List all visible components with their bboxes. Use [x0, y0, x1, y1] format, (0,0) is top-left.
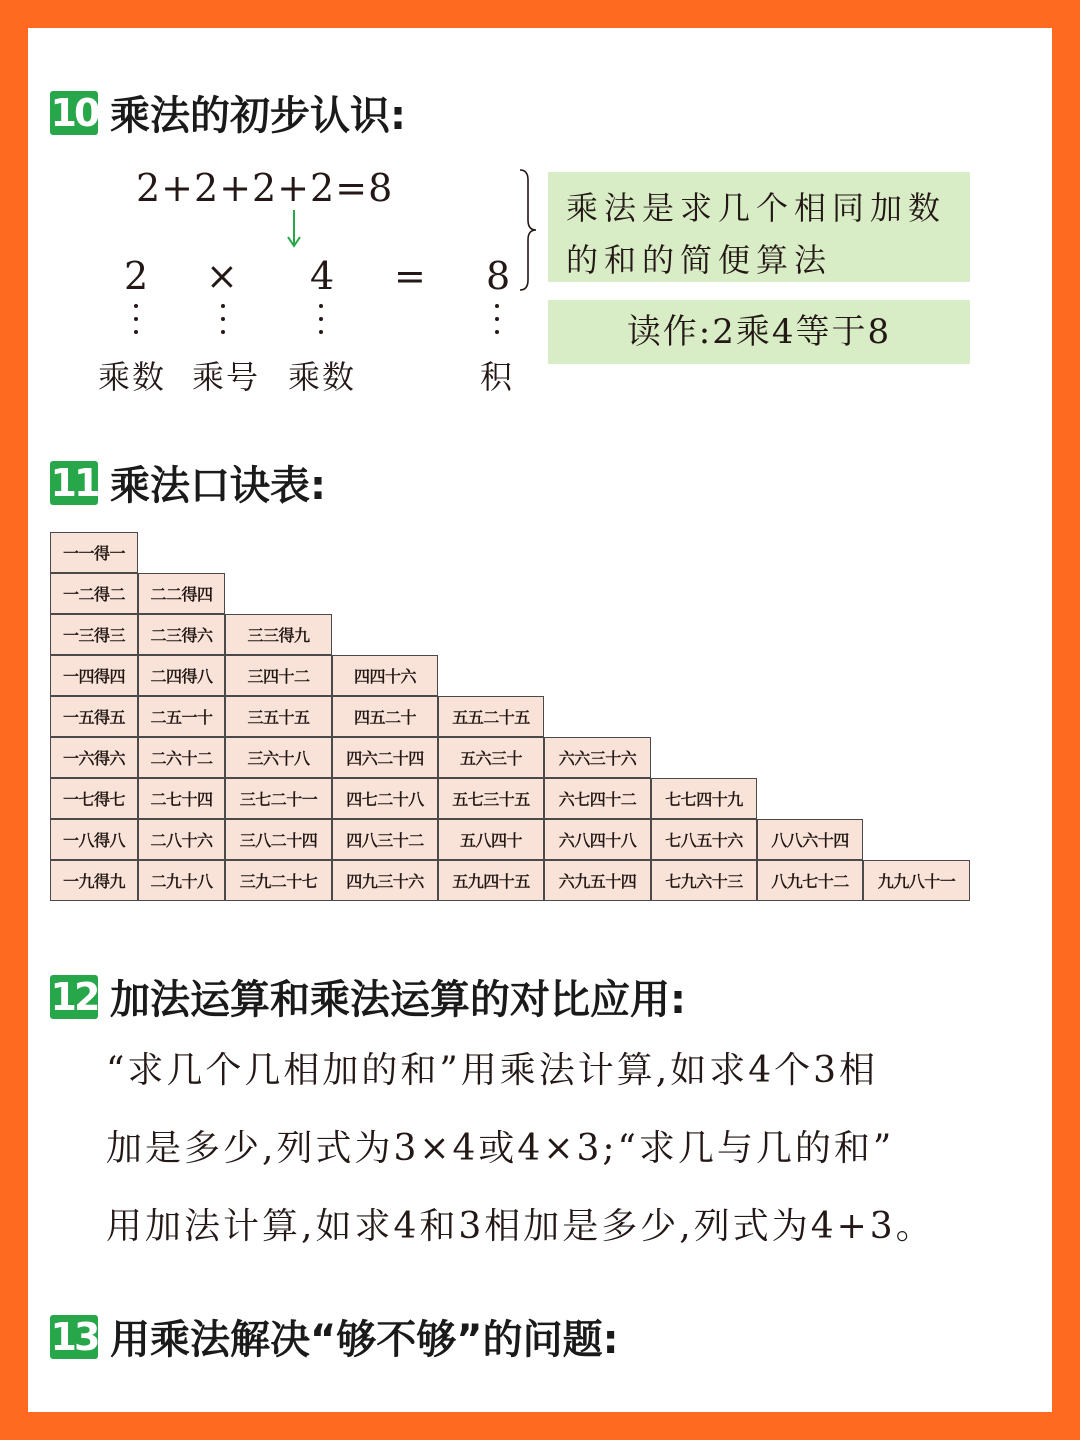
table-cell: 二三得六	[138, 614, 225, 655]
multiplier-a: 2	[124, 254, 149, 298]
definition-box: 乘法是求几个相同加数的和的简便算法	[548, 172, 970, 282]
table-cell: 六六三十六	[544, 737, 651, 778]
table-cell: 三四十二	[225, 655, 332, 696]
label-multiplier: 乘数	[98, 358, 167, 396]
table-cell: 三六十八	[225, 737, 332, 778]
table-cell: 四九三十六	[332, 860, 438, 901]
table-cell: 五八四十	[438, 819, 544, 860]
table-cell: 二八十六	[138, 819, 225, 860]
table-cell: 一七得七	[50, 778, 138, 819]
table-cell: 六九五十四	[544, 860, 651, 901]
label-multiplier: 乘数	[288, 358, 357, 396]
multiplier-b: 4	[310, 254, 335, 298]
table-cell: 八八六十四	[757, 819, 863, 860]
paragraph-line: 用加法计算,如求4和3相加是多少,列式为4+3。	[106, 1206, 935, 1247]
table-cell: 五九四十五	[438, 860, 544, 901]
table-cell: 五六三十	[438, 737, 544, 778]
table-cell: 四四十六	[332, 655, 438, 696]
table-cell: 八九七十二	[757, 860, 863, 901]
table-cell: 一四得四	[50, 655, 138, 696]
section-number-badge: 13	[50, 1314, 98, 1359]
comparison-paragraph	[106, 1032, 1026, 1266]
table-cell: 三九二十七	[225, 860, 332, 901]
equals-sign: =	[394, 254, 426, 298]
table-cell: 七九六十三	[651, 860, 757, 901]
table-cell: 七七四十九	[651, 778, 757, 819]
table-cell: 三三得九	[225, 614, 332, 655]
table-cell: 四八三十二	[332, 819, 438, 860]
down-arrow-icon	[284, 210, 304, 250]
section-10-heading	[50, 84, 406, 141]
table-cell: 二七十四	[138, 778, 225, 819]
right-brace-icon	[518, 168, 538, 292]
table-cell: 二六十二	[138, 737, 225, 778]
section-13-heading	[50, 1308, 619, 1365]
section-title: 乘法口诀表:	[110, 463, 326, 509]
table-cell: 五七三十五	[438, 778, 544, 819]
table-cell: 四七二十八	[332, 778, 438, 819]
dotted-connector	[218, 304, 228, 340]
paragraph-line: “求几个几相加的和”用乘法计算,如求4个3相	[106, 1050, 879, 1091]
label-times-sign: 乘号	[192, 358, 261, 396]
section-number-badge: 11	[50, 460, 98, 505]
table-cell: 二五一十	[138, 696, 225, 737]
table-cell: 一六得六	[50, 737, 138, 778]
section-title: 加法运算和乘法运算的对比应用:	[110, 977, 686, 1023]
section-title: 用乘法解决“够不够”的问题:	[110, 1317, 619, 1363]
table-cell: 六七四十二	[544, 778, 651, 819]
table-cell: 一二得二	[50, 573, 138, 614]
table-cell: 七八五十六	[651, 819, 757, 860]
section-11-heading	[50, 454, 326, 511]
multiplication-table	[50, 532, 970, 902]
table-cell: 一一得一	[50, 532, 138, 573]
table-cell: 三八二十四	[225, 819, 332, 860]
table-cell: 一八得八	[50, 819, 138, 860]
dotted-connector	[316, 304, 326, 340]
product-value: 8	[486, 254, 511, 298]
table-cell: 一九得九	[50, 860, 138, 901]
addition-equation: 2+2+2+2=8	[136, 166, 394, 210]
table-cell: 四五二十	[332, 696, 438, 737]
table-cell: 三五十五	[225, 696, 332, 737]
dotted-connector	[131, 304, 141, 340]
table-cell: 六八四十八	[544, 819, 651, 860]
table-cell: 五五二十五	[438, 696, 544, 737]
table-cell: 一五得五	[50, 696, 138, 737]
section-number-badge: 10	[50, 90, 98, 135]
paragraph-line: 加是多少,列式为3×4或4×3;“求几与几的和”	[106, 1128, 895, 1169]
section-title: 乘法的初步认识:	[110, 93, 406, 139]
table-cell: 二四得八	[138, 655, 225, 696]
table-cell: 二二得四	[138, 573, 225, 614]
table-cell: 四六二十四	[332, 737, 438, 778]
reading-box: 读作:2乘4等于8	[548, 300, 970, 364]
table-cell: 三七二十一	[225, 778, 332, 819]
times-sign: ×	[206, 254, 238, 298]
section-12-heading	[50, 968, 686, 1025]
page	[28, 28, 1052, 1412]
table-cell: 九九八十一	[863, 860, 970, 901]
label-product: 积	[480, 358, 515, 396]
table-cell: 二九十八	[138, 860, 225, 901]
dotted-connector	[492, 304, 502, 340]
table-cell: 一三得三	[50, 614, 138, 655]
section-number-badge: 12	[50, 974, 98, 1019]
